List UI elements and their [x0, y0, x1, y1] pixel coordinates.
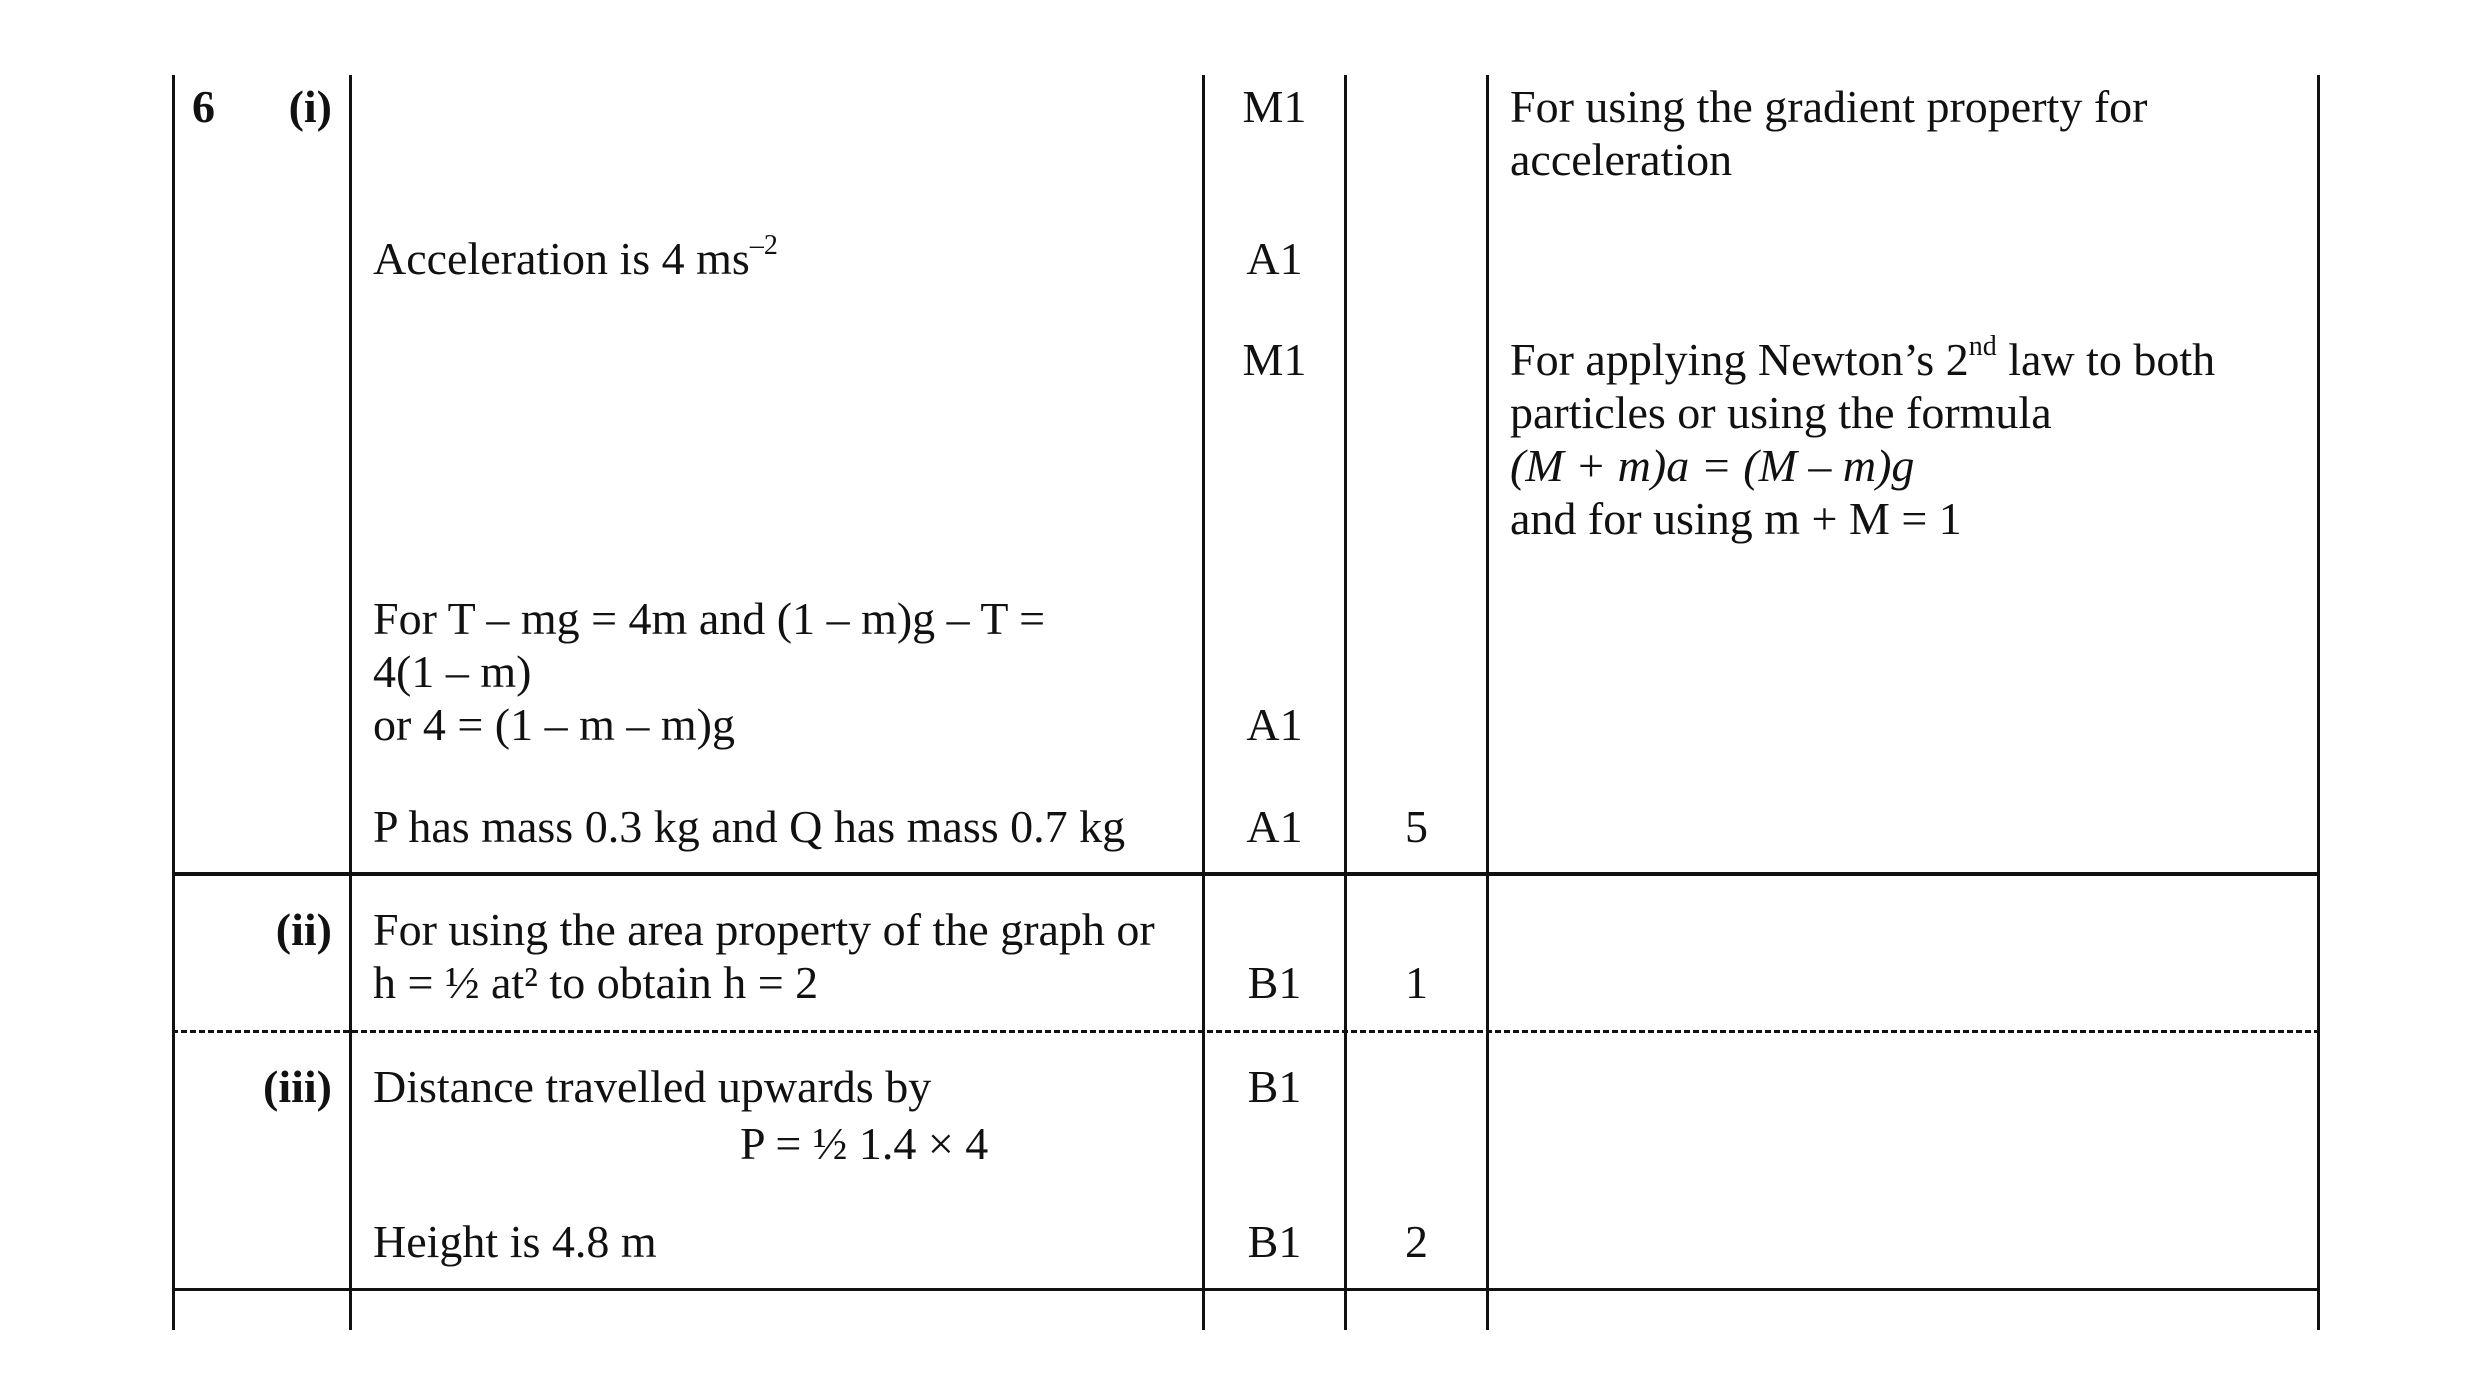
mark-ii: B1 — [1247, 957, 1302, 1008]
part-label-ii: (ii) — [275, 904, 332, 955]
mark-i-2: A1 — [1246, 233, 1303, 284]
question-number: 6 — [192, 81, 215, 132]
total-iii: 2 — [1405, 1216, 1428, 1267]
answer-iii-height: Height is 4.8 m — [373, 1216, 657, 1267]
mark-i-3: M1 — [1242, 334, 1307, 385]
answer-i-masses: P has mass 0.3 kg and Q has mass 0.7 kg — [373, 801, 1126, 852]
comment-i-1-line2: acceleration — [1510, 134, 1733, 185]
row-rule-part-ii-end — [172, 1030, 2320, 1033]
comment-i-3-line2: particles or using the formula — [1510, 387, 2052, 438]
comment-i-3-formula: (M + m)a = (M – m)g — [1510, 440, 1915, 491]
mark-i-5: A1 — [1246, 801, 1303, 852]
column-rule-left — [172, 75, 175, 1330]
column-rule-total — [1344, 75, 1347, 1330]
answer-iii-line2: P = ½ 1.4 × 4 — [740, 1118, 989, 1169]
mark-i-1: M1 — [1242, 81, 1307, 132]
comment-i-3-line4: and for using m + M = 1 — [1510, 493, 1962, 544]
column-rule-comment — [1486, 75, 1489, 1330]
answer-i-acceleration: Acceleration is 4 $ms^{-2}$ — [373, 229, 778, 284]
column-rule-right — [2317, 75, 2320, 1330]
total-i: 5 — [1405, 801, 1428, 852]
comment-i-3-line1: For applying Newton’s 2nd law to both — [1510, 330, 2216, 385]
column-rule-answer — [349, 75, 352, 1330]
comment-i-1-line1: For using the gradient property for — [1510, 81, 2148, 132]
answer-ii-line1: For using the area property of the graph or — [373, 904, 1155, 955]
answer-ii-line2: h = ½ at² to obtain h = 2 — [373, 957, 819, 1008]
answer-i-equation-line3: or 4 = (1 – m – m)g — [373, 699, 735, 750]
total-ii: 1 — [1405, 957, 1428, 1008]
mark-i-4: A1 — [1246, 699, 1303, 750]
part-label-iii: (iii) — [263, 1061, 332, 1112]
answer-iii-line1: Distance travelled upwards by — [373, 1061, 932, 1112]
row-rule-part-iii-end — [172, 1288, 2320, 1291]
part-label-i: (i) — [288, 81, 332, 132]
answer-i-equation-line1: For T – mg = 4m and (1 – m)g – T = — [373, 593, 1046, 644]
mark-iii-1: B1 — [1247, 1061, 1302, 1112]
mark-iii-2: B1 — [1247, 1216, 1302, 1267]
row-rule-part-i-end — [172, 872, 2320, 876]
answer-i-equation-line2: 4(1 – m) — [373, 646, 532, 697]
